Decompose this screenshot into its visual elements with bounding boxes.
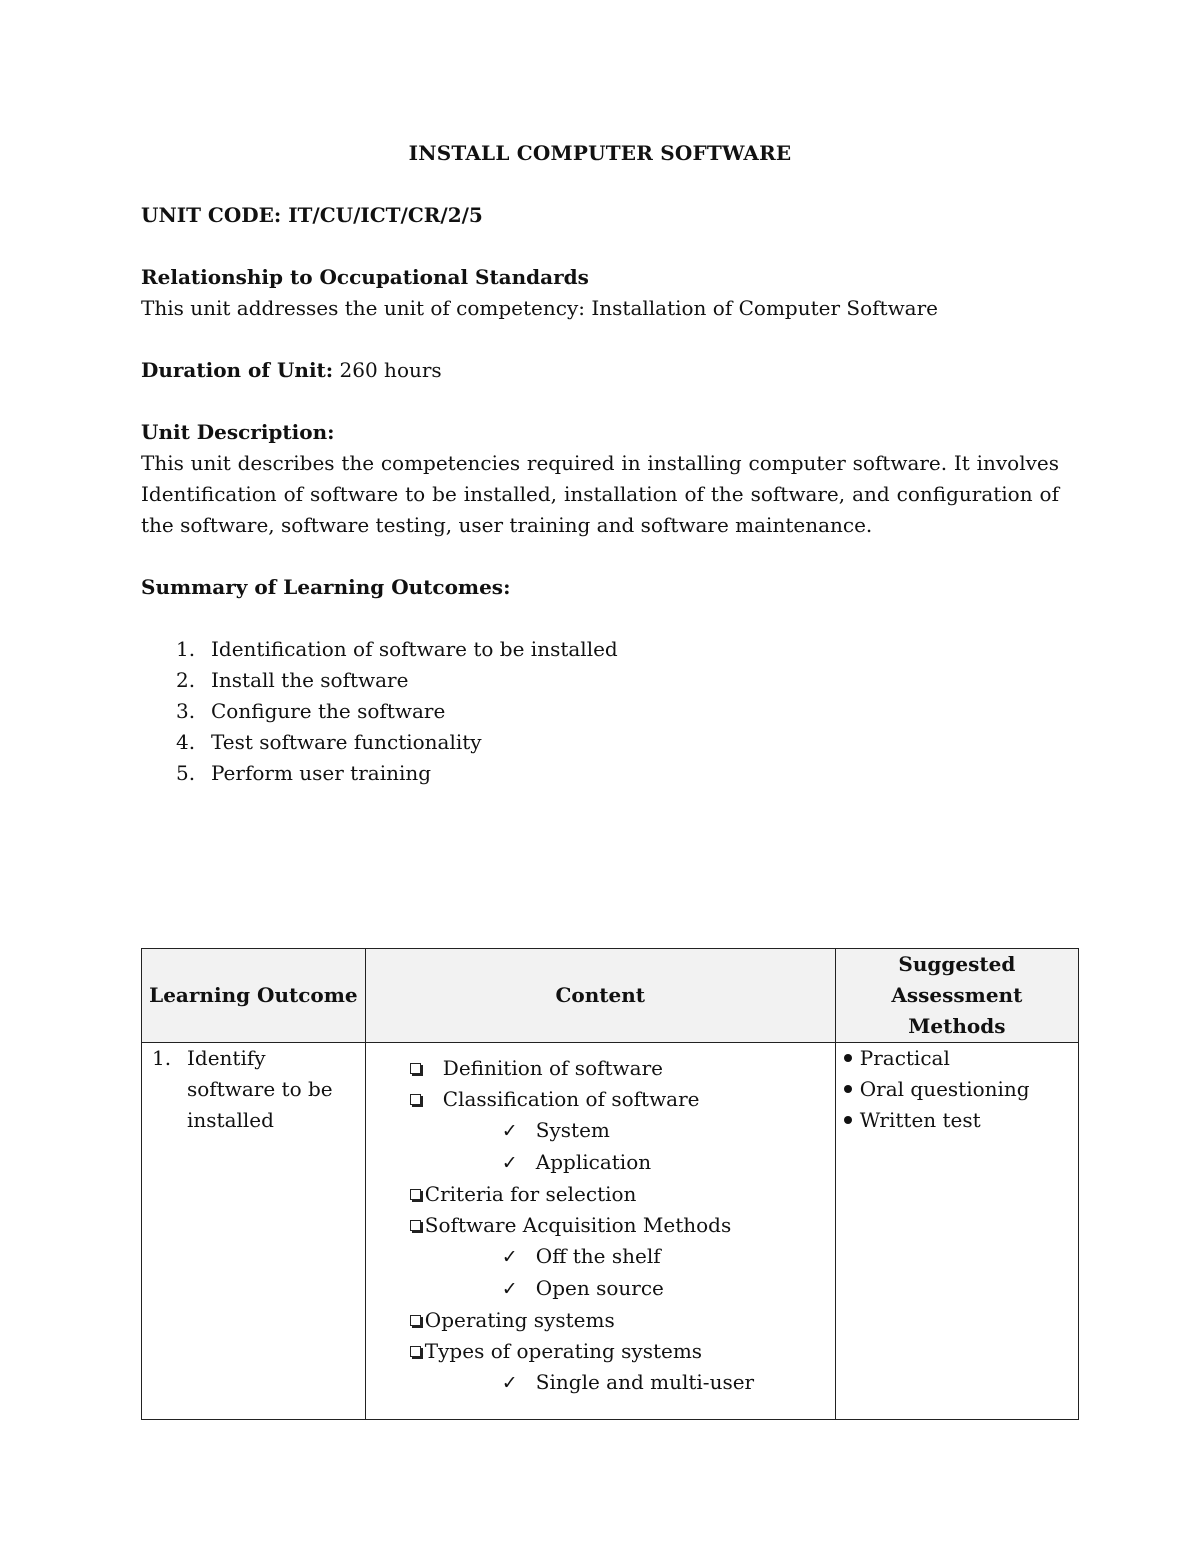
outcome-number: 1.: [152, 1046, 172, 1070]
description-text: This unit describes the competencies required in installing computer software. It involves Identification of software to be installed, installation of the software, and configuration of the software, software testing, user training and software maintenance.: [141, 451, 1059, 537]
bullet-icon: [844, 1054, 852, 1062]
content-item: ✓ Application: [410, 1147, 829, 1179]
list-item-number: 1.: [176, 637, 196, 661]
checkmark-icon: ✓: [501, 1246, 518, 1268]
list-item: [141, 634, 1059, 665]
square-bullet-icon: [410, 1315, 421, 1326]
list-item-text: Configure the software: [211, 699, 446, 723]
list-item: [141, 696, 1059, 727]
square-bullet-icon: [410, 1063, 421, 1074]
description-heading: Unit Description:: [141, 420, 335, 444]
content-cell: [365, 1043, 835, 1420]
square-bullet-icon: [410, 1189, 421, 1200]
list-item: [141, 665, 1059, 696]
content-item: ✓ Single and multi-user: [410, 1367, 829, 1399]
bullet-icon: [844, 1085, 852, 1093]
list-item-text: Perform user training: [211, 761, 432, 785]
unit-code: UNIT CODE: IT/CU/ICT/CR/2/5: [141, 203, 483, 227]
content-item: ✓ Open source: [410, 1273, 829, 1305]
learning-outcomes-table: [141, 948, 1079, 1420]
relationship-text: This unit addresses the unit of competency: Installation of Computer Software: [141, 296, 939, 320]
content-item: Types of operating systems: [368, 1336, 829, 1367]
document-title: INSTALL COMPUTER SOFTWARE: [408, 141, 792, 165]
relationship-heading: Relationship to Occupational Standards: [141, 265, 589, 289]
header-content: Content: [365, 949, 835, 1043]
checkmark-icon: ✓: [501, 1120, 518, 1142]
outcomes-list: [141, 634, 1059, 789]
outcome-text: Identify software to be installed: [187, 1046, 333, 1132]
square-bullet-icon: [410, 1220, 421, 1231]
content-item: ✓ System: [410, 1115, 829, 1147]
bullet-icon: [844, 1116, 852, 1124]
list-item-number: 3.: [176, 699, 196, 723]
summary-section: [141, 572, 1059, 789]
list-item-number: 2.: [176, 668, 196, 692]
content-item: Classification of software: [410, 1084, 829, 1115]
learning-outcome-cell: [142, 1043, 366, 1420]
document-page: [141, 138, 1059, 1394]
list-item-number: 4.: [176, 730, 196, 754]
content-item: ✓ Off the shelf: [410, 1241, 829, 1273]
assessment-cell: [835, 1043, 1078, 1420]
list-item-text: Test software functionality: [211, 730, 482, 754]
table-header-row: [142, 949, 1079, 1043]
list-item: [141, 758, 1059, 789]
header-learning-outcome: Learning Outcome: [142, 949, 366, 1043]
list-item: [141, 727, 1059, 758]
content-item: Software Acquisition Methods: [368, 1210, 829, 1241]
square-bullet-icon: [410, 1346, 421, 1357]
square-bullet-icon: [410, 1094, 421, 1105]
checkmark-icon: ✓: [501, 1278, 518, 1300]
content-item: Criteria for selection: [368, 1179, 829, 1210]
list-item-number: 5.: [176, 761, 196, 785]
checkmark-icon: ✓: [501, 1152, 518, 1174]
duration-section: [141, 355, 1059, 386]
assessment-item: Written test: [844, 1105, 1072, 1136]
assessment-item: Oral questioning: [844, 1074, 1072, 1105]
content-item: Operating systems: [368, 1305, 829, 1336]
content-item: Definition of software: [410, 1053, 829, 1084]
relationship-section: [141, 262, 1059, 324]
description-section: [141, 417, 1059, 541]
assessment-item: Practical: [844, 1043, 1072, 1074]
duration-label: Duration of Unit:: [141, 358, 334, 382]
table-row: [142, 1043, 1079, 1420]
summary-heading: Summary of Learning Outcomes:: [141, 575, 511, 599]
list-item-text: Identification of software to be installed: [211, 637, 618, 661]
checkmark-icon: ✓: [501, 1372, 518, 1394]
header-assessment: Suggested Assessment Methods: [835, 949, 1078, 1043]
duration-value: 260 hours: [333, 358, 442, 382]
list-item-text: Install the software: [211, 668, 409, 692]
